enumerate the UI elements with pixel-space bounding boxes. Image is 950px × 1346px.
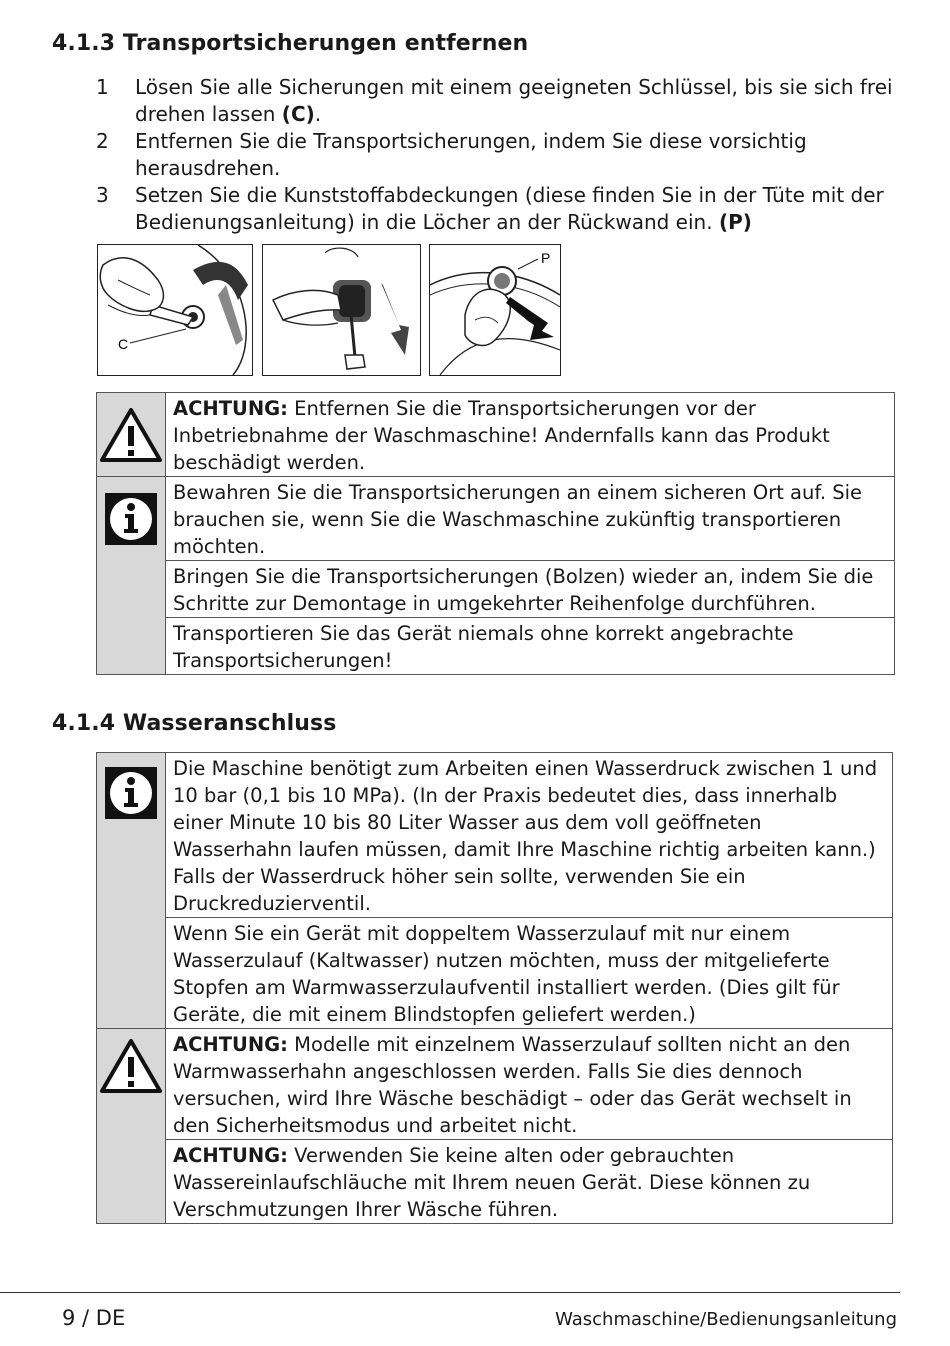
step-ref: (C) <box>281 102 315 126</box>
step-ref: (P) <box>718 210 752 234</box>
warning-icon <box>98 406 164 464</box>
step-number: 3 <box>96 183 109 207</box>
info-icon <box>103 765 159 821</box>
notice-text: ACHTUNG: Entfernen Sie die Transportsicherungen vor der Inbetriebnahme der Waschmaschine! Andernfalls kann das Produkt beschädigt werden. <box>166 393 895 477</box>
notice-table-water <box>96 752 893 1224</box>
notice-row <box>97 1140 893 1224</box>
list-item <box>96 74 896 128</box>
notice-table-transport <box>96 392 895 675</box>
document-name: Waschmaschine/Bedienungsanleitung <box>555 1309 897 1330</box>
section-title-transport-locks: 4.1.3 Transportsicherungen entfernen <box>52 31 529 56</box>
notice-text: ACHTUNG: Verwenden Sie keine alten oder gebrauchten Wassereinlaufschläuche mit Ihrem neuen Gerät. Diese können zu Verschmutzungen Ihrer Wäsche führen. <box>166 1140 893 1224</box>
section-title-water-connection: 4.1.4 Wasseranschluss <box>52 711 337 736</box>
bolt-removal-illustration <box>263 245 420 375</box>
notice-text: Die Maschine benötigt zum Arbeiten einen Wasserdruck zwischen 1 und 10 bar (0,1 bis 10 MPa). (In der Praxis bedeutet dies, dass innerhalb einer Minute 10 bis 80 Liter Wasser aus dem voll geöffneten Wasserhahn laufen müssen, damit Ihre Maschine richtig arbeiten kann.) Falls der Wasserdruck höher sein sollte, verwenden Sie ein Druckreduzierventil. <box>166 753 893 918</box>
figure-label-p: P <box>541 250 551 266</box>
notice-row <box>97 918 893 1029</box>
notice-row <box>97 618 895 675</box>
list-item <box>96 128 896 182</box>
footer-divider <box>0 1292 900 1293</box>
step-text: Setzen Sie die Kunststoffabdeckungen (diese finden Sie in der Tüte mit der Bedienungsanleitung) in die Löcher an der Rückwand ein. <box>135 183 884 234</box>
notice-row <box>97 477 895 561</box>
notice-row <box>97 561 895 618</box>
cover-insert-illustration <box>430 245 560 375</box>
step-text: Entfernen Sie die Transportsicherungen, indem Sie diese vorsichtig herausdrehen. <box>135 129 807 180</box>
notice-text: Bringen Sie die Transportsicherungen (Bolzen) wieder an, indem Sie die Schritte zur Demontage in umgekehrter Reihenfolge durchführen. <box>166 561 895 618</box>
step-suffix: . <box>314 102 322 126</box>
step-number: 2 <box>96 129 109 153</box>
wrench-illustration <box>98 245 252 375</box>
notice-text: ACHTUNG: Modelle mit einzelnem Wasserzulauf sollten nicht an den Warmwasserhahn angeschlossen werden. Falls Sie dies dennoch versuchen, wird Ihre Wäsche beschädigt – oder das Gerät wechselt in den Sicherheitsmodus und arbeitet nicht. <box>166 1029 893 1140</box>
notice-text: Transportieren Sie das Gerät niemals ohne korrekt angebrachte Transportsicherungen! <box>166 618 895 675</box>
page-number: 9 / DE <box>62 1306 126 1330</box>
notice-label: ACHTUNG: <box>173 1144 288 1167</box>
notice-text: Bewahren Sie die Transportsicherungen an einem sicheren Ort auf. Sie brauchen sie, wenn Sie die Waschmaschine zukünftig transportieren möchten. <box>166 477 895 561</box>
figure-remove-bolt <box>262 244 421 376</box>
notice-text: Wenn Sie ein Gerät mit doppeltem Wasserzulauf mit nur einem Wasserzulauf (Kaltwasser) nutzen möchten, muss der mitgelieferte Stopfen am Warmwasserzulaufventil installiert werden. (Dies gilt für Geräte, die mit einem Blindstopfen geliefert werden.) <box>166 918 893 1029</box>
notice-label: ACHTUNG: <box>173 397 288 420</box>
notice-row <box>97 1029 893 1140</box>
step-text: Lösen Sie alle Sicherungen mit einem geeigneten Schlüssel, bis sie sich frei drehen lassen <box>135 75 893 126</box>
notice-row <box>97 393 895 477</box>
figure-insert-cover <box>429 244 561 376</box>
notice-label: ACHTUNG: <box>173 1033 288 1056</box>
info-icon <box>103 491 159 547</box>
list-item <box>96 182 896 236</box>
figure-loosen-bolt <box>97 244 253 376</box>
warning-icon <box>98 1037 164 1095</box>
figure-label-c: C <box>118 336 129 352</box>
notice-row <box>97 753 893 918</box>
step-number: 1 <box>96 75 109 99</box>
steps-list <box>96 74 896 236</box>
